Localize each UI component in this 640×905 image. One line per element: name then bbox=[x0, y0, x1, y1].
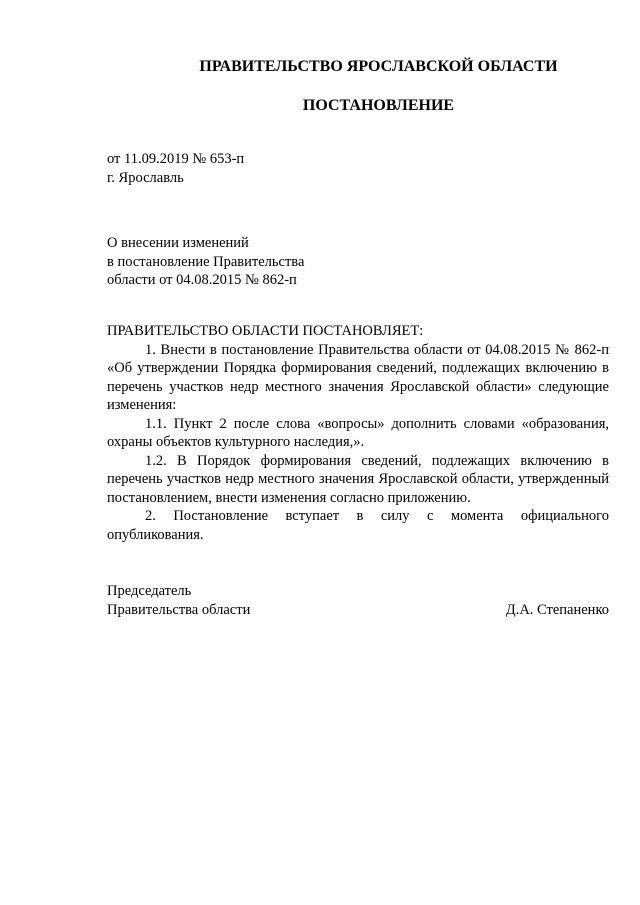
subject-line-2: в постановление Правительства bbox=[107, 253, 305, 270]
clause-2: 2. Постановление вступает в силу с момента официального опубликования. bbox=[107, 508, 609, 543]
clause-1-2: 1.2. В Порядок формирования сведений, подлежащих включению в перечень участков недр местного значения Ярославской области, утвержденный постановлением, внести изменения согласно приложению. bbox=[107, 452, 609, 506]
signatory-name: Д.А. Степаненко bbox=[505, 601, 609, 618]
clause-1: 1. Внести в постановление Правительства области от 04.08.2015 № 862-п «Об утверждении Порядка формирования сведений, подлежащих включению в перечень участков недр местного значения Ярославской области» следующие изменения: bbox=[107, 341, 609, 413]
document-meta bbox=[107, 150, 244, 187]
signatory-position-line-1: Председатель bbox=[107, 583, 192, 599]
document-subject bbox=[107, 234, 304, 290]
organization-title: ПРАВИТЕЛЬСТВО ЯРОСЛАВСКОЙ ОБЛАСТИ bbox=[199, 58, 558, 75]
signatory-position-line-2: Правительства области bbox=[107, 601, 251, 618]
subject-line-3: области от 04.08.2015 № 862-п bbox=[107, 272, 297, 288]
subject-line-1: О внесении изменений bbox=[107, 235, 249, 251]
preamble: ПРАВИТЕЛЬСТВО ОБЛАСТИ ПОСТАНОВЛЯЕТ: bbox=[107, 323, 424, 339]
signature-block bbox=[107, 582, 609, 619]
document-body bbox=[107, 322, 609, 544]
document-type: ПОСТАНОВЛЕНИЕ bbox=[302, 97, 455, 114]
signature-row bbox=[107, 601, 609, 620]
date-number: от 11.09.2019 № 653-п bbox=[107, 151, 245, 167]
city: г. Ярославль bbox=[107, 169, 184, 186]
clause-1-1: 1.1. Пункт 2 после слова «вопросы» дополнить словами «образования, охраны объектов культурного наследия,». bbox=[107, 415, 609, 450]
